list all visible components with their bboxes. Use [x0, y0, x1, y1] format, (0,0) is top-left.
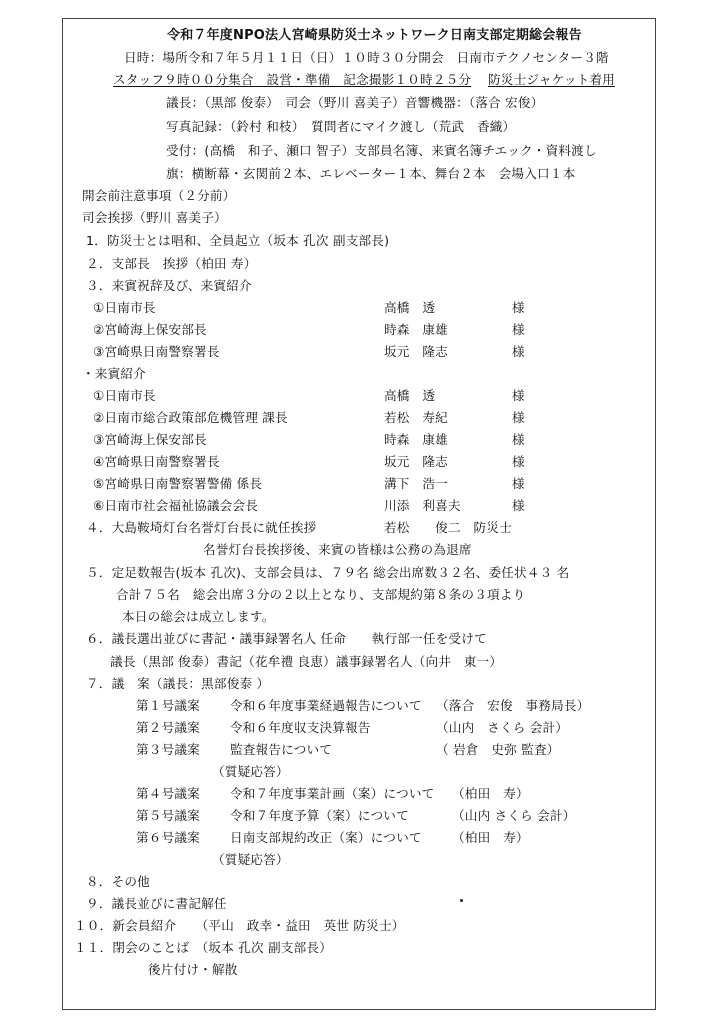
bill-title: 令和７年度予算（案）について [230, 808, 409, 823]
guest-role: ①日南市長 [93, 388, 156, 403]
bill-presenter: （山内 さくら 会計） [436, 720, 569, 735]
guest-intro-header: ・来賓紹介 [82, 366, 146, 381]
agenda-item-3: ３．来賓祝辞及び、来賓紹介 [86, 278, 252, 293]
bill-title: 日南支部規約改正（案）について [230, 830, 422, 845]
guest-role: ②日南市総合政策部危機管理 課長 [93, 410, 288, 425]
agenda-item-11: １１．閉会のことば （坂本 孔次 副支部長） [74, 940, 332, 955]
jacket-note: 防災士ジャケット着用 [488, 72, 616, 87]
role-line: 受付：(高橋 和子、瀬口 智子）支部員名簿、来賓名簿チエック・資料渡し [166, 143, 597, 158]
bill-presenter: （落合 宏俊 事務局長） [436, 698, 590, 713]
guest-name: 坂元 隆志 [384, 454, 448, 469]
staff-line: スタッフ９時００分集合 設営・準備 記念撮影１０時２５分 [113, 72, 472, 87]
document-title: 令和７年度NPO法人宮崎県防災士ネットワーク日南支部定期総会報告 [167, 28, 582, 43]
guest-honorific: 様 [512, 432, 525, 447]
bill-presenter: （ 岩倉 史弥 監査） [436, 742, 560, 757]
speech-honorific: 様 [512, 344, 525, 359]
bill-title: 令和６年度事業経過報告について [230, 698, 422, 713]
speech-role: ①日南市長 [93, 300, 156, 315]
bill-number: 第３号議案 [136, 742, 200, 757]
agenda-item-10: １０．新会員紹介 （平山 政幸・益田 英世 防災士） [74, 918, 405, 933]
role-line: 旗：横断幕・玄関前２本、エレベーター１本、舞台２本 会場入口１本 [166, 166, 576, 181]
guest-honorific: 様 [512, 388, 525, 403]
speech-role: ③宮崎県日南警察署長 [93, 344, 220, 359]
agenda-item-5-line: 本日の総会は成立します。 [122, 609, 275, 624]
bill-presenter: （柏田 寿） [452, 830, 529, 845]
guest-role: ④宮崎県日南警察署長 [93, 454, 220, 469]
bill-number: 第４号議案 [136, 786, 200, 801]
guest-honorific: 様 [512, 410, 525, 425]
stray-mark [460, 899, 463, 902]
speech-name: 坂元 隆志 [384, 344, 448, 359]
bill-number: 第１号議案 [136, 698, 200, 713]
speech-role: ②宮崎海上保安部長 [93, 322, 207, 337]
mc-line: 司会挨拶（野川 喜美子） [82, 210, 227, 225]
qa-session: （質疑応答） [212, 852, 289, 867]
guest-name: 溝下 浩一 [384, 476, 448, 491]
role-line: 議長：（黒部 俊泰） 司会（野川 喜美子）音響機器：（落合 宏俊） [166, 95, 544, 110]
agenda-item-7: ７．議 案（議長：黒部俊泰 ） [86, 676, 270, 691]
agenda-item-4: ４．大島鞍埼灯台名誉灯台長に就任挨拶 [86, 520, 317, 535]
speech-name: 時森 康雄 [384, 322, 448, 337]
guest-honorific: 様 [512, 498, 525, 513]
bill-title: 令和６年度収支決算報告 [230, 720, 371, 735]
bill-title: 令和７年度事業計画（案）について [230, 786, 435, 801]
bill-presenter: （柏田 寿） [452, 786, 529, 801]
speech-name: 高橋 透 [384, 300, 436, 315]
agenda-item-5: ５．定足数報告(坂本 孔次)、支部会員は、７９名 総会出席数３２名、委任状４３ 名 [86, 565, 570, 580]
role-line: 写真記録：（鈴村 和枝） 質問者にマイク渡し（荒武 香織） [166, 119, 516, 134]
guest-name: 川添 利喜夫 [384, 498, 461, 513]
agenda-item-6: ６．議長選出並びに書記・議事録署名人 任命 執行部一任を受けて [86, 631, 487, 646]
agenda-item-5-line: 合計７５名 総会出席３分の２以上となり、支部規約第８条の３項より [116, 587, 526, 602]
bill-title: 監査報告について [230, 742, 333, 757]
guest-role: ⑤宮崎県日南警察署警備 係長 [93, 476, 263, 491]
guest-role: ③宮崎海上保安部長 [93, 432, 207, 447]
guest-name: 高橋 透 [384, 388, 436, 403]
guest-honorific: 様 [512, 476, 525, 491]
guest-role: ⑥日南市社会福祉協議会会長 [93, 498, 259, 513]
qa-session: （質疑応答） [212, 764, 289, 779]
bill-presenter: （山内 さくら 会計） [452, 808, 576, 823]
guest-name: 時森 康雄 [384, 432, 448, 447]
agenda-item-2: ２．支部長 挨拶（柏田 寿） [86, 256, 257, 271]
closing-line: 後片付け・解散 [148, 962, 238, 977]
guest-honorific: 様 [512, 454, 525, 469]
speech-honorific: 様 [512, 300, 525, 315]
bill-number: 第５号議案 [136, 808, 200, 823]
bill-number: 第２号議案 [136, 720, 200, 735]
speech-honorific: 様 [512, 322, 525, 337]
agenda-item-4-note: 名誉灯台長挨拶後、来賓の皆様は公務の為退席 [203, 542, 472, 557]
agenda-item-4-speaker: 若松 俊二 防災士 [384, 520, 512, 535]
guest-name: 若松 寿紀 [384, 410, 448, 425]
datetime-line: 日時：場所令和７年５月１１日（日）１０時３０分開会 日南市テクノセンター３階 [124, 50, 609, 65]
agenda-item-1: 1．防災士とは唱和、全員起立（坂本 孔次 副支部長) [86, 233, 390, 248]
agenda-item-9: ９．議長並びに書記解任 [86, 896, 227, 911]
agenda-item-8: ８．その他 [86, 874, 150, 889]
bill-number: 第６号議案 [136, 830, 200, 845]
notice-line: 開会前注意事項（２分前） [82, 188, 236, 203]
agenda-item-6-line: 議長（黒部 俊泰）書記（花牟禮 良恵）議事録署名人（向井 東一） [110, 654, 503, 669]
